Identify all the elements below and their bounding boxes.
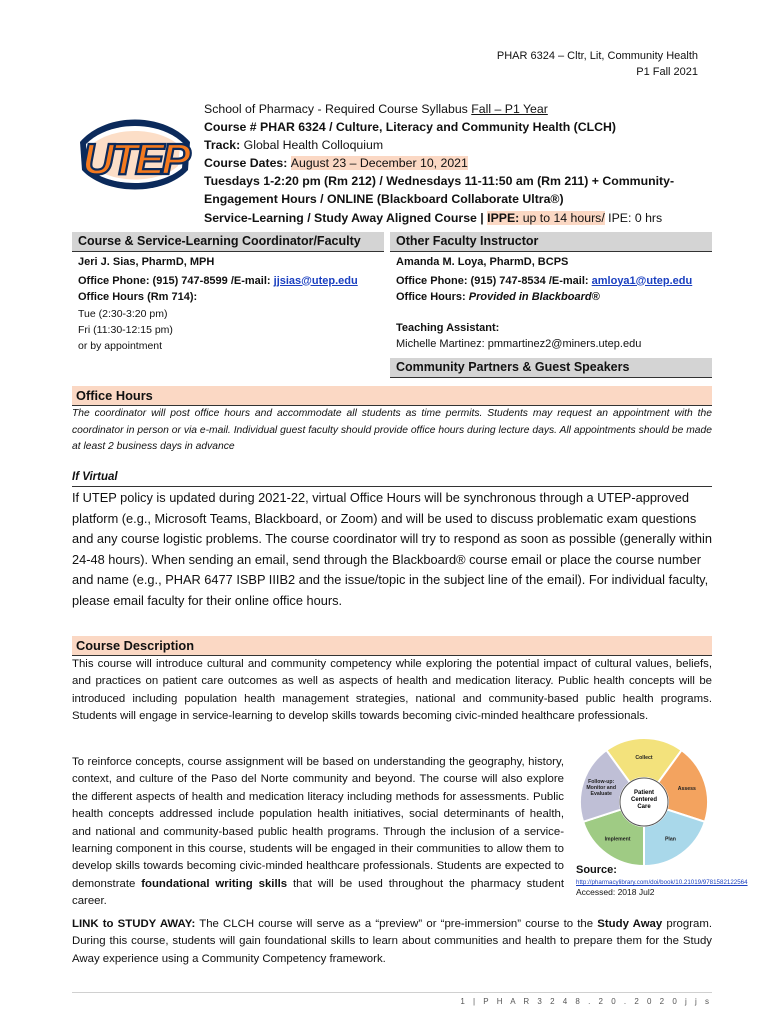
utep-logo [76, 108, 194, 200]
community-partners-header: Community Partners & Guest Speakers [390, 358, 712, 378]
coordinator-hours-tue: Tue (2:30-3:20 pm) [78, 307, 168, 320]
course-dates-line: Course Dates: August 23 – December 10, 2021 [204, 156, 468, 171]
page-footer: 1 | P H A R 3 2 4 8 . 2 0 . 2 0 2 0 j j s [72, 992, 712, 1006]
course-description-heading: Course Description [72, 636, 712, 656]
track-line: Track: Global Health Colloquium [204, 138, 384, 153]
other-faculty-phone: Office Phone: (915) 747-8534 /E-mail: amloya1@utep.edu [396, 274, 693, 287]
wheel-label: Follow-up: Monitor and Evaluate [586, 779, 617, 798]
coordinator-phone: Office Phone: (915) 747-8599 /E-mail: jjsias@utep.edu [78, 274, 358, 287]
other-faculty-name: Amanda M. Loya, PharmD, BCPS [396, 256, 569, 268]
wheel-label: Implement [604, 836, 631, 843]
coordinator-hours-label: Office Hours (Rm 714): [78, 291, 198, 303]
term-label: Fall – P1 Year [471, 102, 548, 116]
office-hours-heading: Office Hours [72, 386, 712, 406]
faculty-table-header [72, 232, 712, 252]
wheel-label: Assess [677, 786, 696, 793]
ippe-highlight: IPPE: up to 14 hours/ [487, 210, 605, 225]
service-learning-line: Service-Learning / Study Away Aligned Course | IPPE: up to 14 hours/ IPE: 0 hrs [204, 210, 663, 225]
source-accessed: Accessed: 2018 Jul2 [576, 887, 655, 897]
coordinator-hours-fri: Fri (11:30-12:15 pm) [78, 323, 173, 336]
coordinator-column-header: Course & Service-Learning Coordinator/Faculty [72, 232, 384, 252]
schedule-line-1: Tuesdays 1-2:20 pm (Rm 212) / Wednesdays 11-11:50 am (Rm 211) + Community- [204, 174, 675, 189]
syllabus-title: School of Pharmacy - Required Course Syllabus Fall – P1 Year [204, 102, 548, 116]
course-info [204, 100, 704, 227]
if-virtual-heading: If Virtual [72, 470, 712, 487]
logo-text: UTEP [82, 135, 188, 184]
study-away-label: LINK to STUDY AWAY: [72, 918, 196, 930]
patient-care-process-wheel [578, 736, 710, 868]
coordinator-column [72, 254, 390, 354]
figure-source [576, 864, 748, 898]
source-link[interactable]: http://pharmacylibrary.com/doi/book/10.21019/9781582122564 [576, 879, 748, 886]
other-faculty-hours: Office Hours: Provided in Blackboard® [396, 291, 600, 303]
wheel-label: Collect [635, 755, 653, 761]
wheel-center-label: Patient Centered Care [630, 790, 658, 810]
source-label: Source: [576, 864, 617, 876]
other-faculty-email-link[interactable]: amloya1@utep.edu [591, 274, 693, 287]
ta-label: Teaching Assistant: [396, 321, 500, 334]
coordinator-hours-appointment: or by appointment [78, 339, 163, 352]
study-away-paragraph: LINK to STUDY AWAY: The CLCH course will serve as a “preview” or “pre-immersion” course to the Study Away program. During this course, students will gain foundational skills to learn about communities and health to prepare them for the Study Away experience using a Community Competency framework. [72, 918, 712, 965]
document-header [497, 48, 698, 80]
virtual-office-hours-text: If UTEP policy is updated during 2021-22, virtual Office Hours will be synchronous through a UTEP-approved platform (e.g., Microsoft Teams, Blackboard, or Zoom) and will be used to discuss problematic exam questions and any course logistic problems. The course coordinator will try to respond as soon as possible (generally within 24-48 hours). When sending an email, send through the Blackboard® course email or place the course number and name (e.g., PHAR 6477 ISBP IIIB2 and the issue/topic in the subject line of the email). For individual faculty, please email faculty for their online office hours. [72, 490, 712, 608]
faculty-table [72, 232, 712, 354]
course-description-paragraph-1: This course will introduce cultural and community competency while exploring the potential impact of cultural values, beliefs, and practices on patient care outcomes as well as aspects of health and medication literacy. Public health concepts will be introduced including population health management strategies, national and community-based public health programs. Students will engage in service-learning to develop skills towards becoming civic-minded healthcare professionals. [72, 658, 712, 723]
course-description-paragraph-2: To reinforce concepts, course assignment will be based on understanding the geography, history, context, and culture of the Paso del Norte community and beyond. The course will also explore the different aspects of health and medication literacy including methods for assessments. Public health concepts addressed include population health initiatives, social determinants of health, and national and community-based public health programs. Through the inclusion of a service-learning component in this course, students will be engaged in their communities to allow them to develop skills towards becoming civic-minded healthcare professionals. Students are expected to demonstrate foundational writing skills that will be used throughout the pharmacy student career. [72, 756, 565, 908]
header-course-line: PHAR 6324 – Cltr, Lit, Community Health [496, 50, 698, 62]
office-hours-note: The coordinator will post office hours and accommodate all students as time permits. Students may request an appointment with the coordinator in person or via e-mail. Individual guest faculty should provide office hours during lecture days. All appointments should be made at least 2 business days in advance [72, 408, 712, 452]
wheel-label: Plan [664, 836, 676, 843]
other-faculty-column-header: Other Faculty Instructor [390, 232, 712, 252]
schedule-line-2: Engagement Hours / ONLINE (Blackboard Collaborate Ultra®) [204, 192, 564, 207]
coordinator-email-link[interactable]: jjsias@utep.edu [273, 274, 358, 287]
coordinator-name: Jeri J. Sias, PharmD, MPH [78, 256, 215, 268]
course-number-line: Course # PHAR 6324 / Culture, Literacy and Community Health (CLCH) [204, 120, 617, 135]
header-term-line: P1 Fall 2021 [636, 66, 698, 78]
ta-value: Michelle Martinez: pmmartinez2@miners.utep.edu [396, 338, 642, 350]
other-faculty-column [390, 254, 712, 354]
